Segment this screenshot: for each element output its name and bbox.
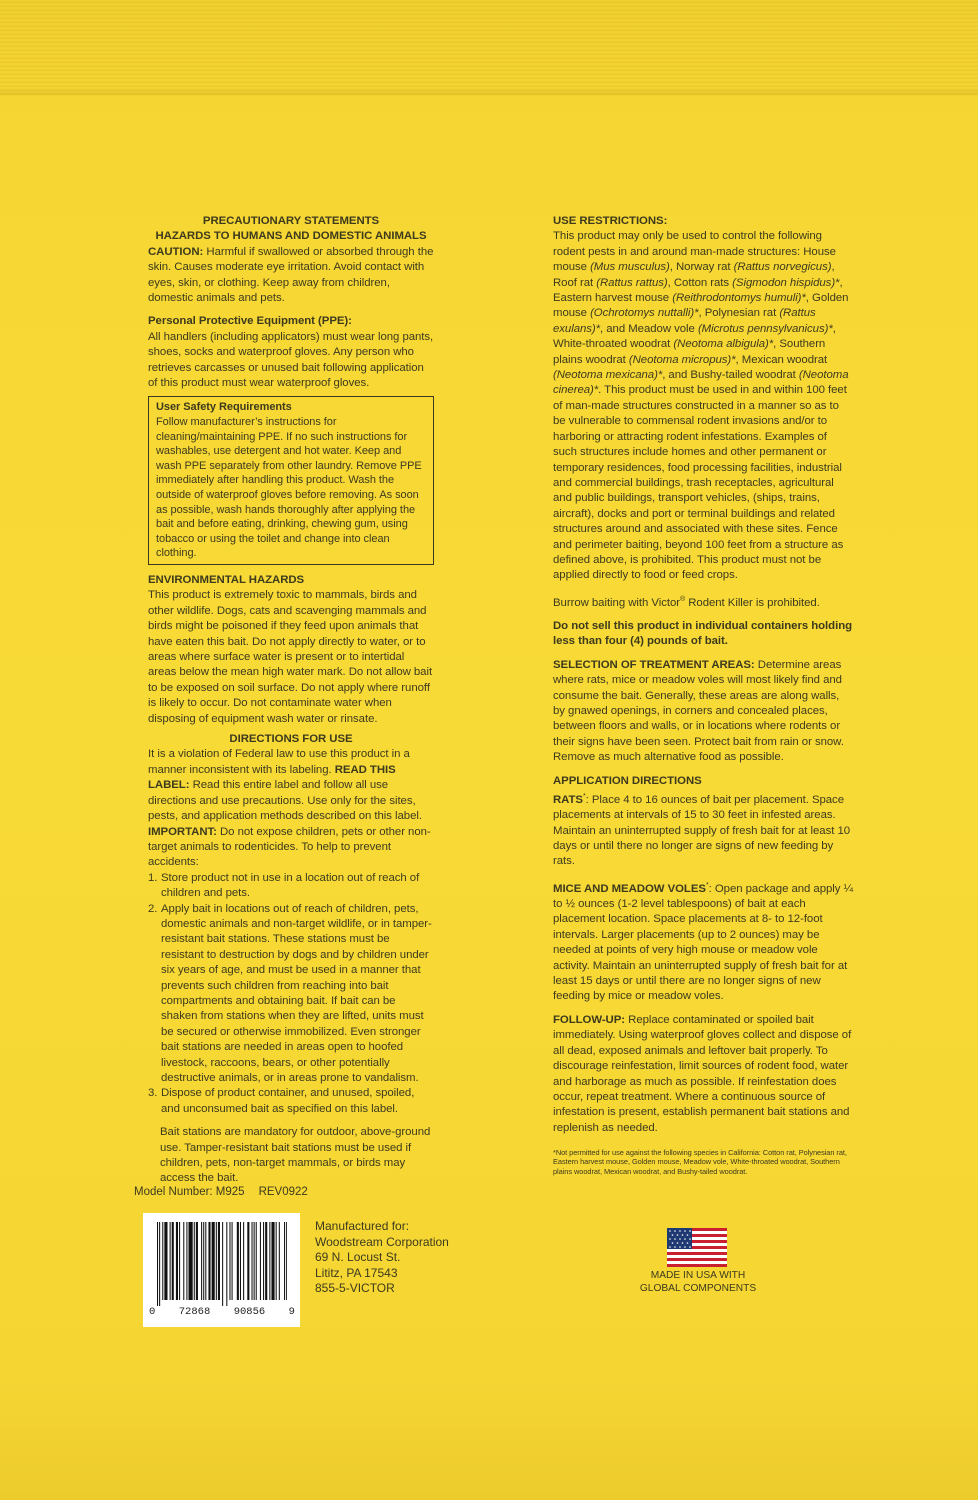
package-seal	[0, 0, 978, 95]
list-item: 3. Dispose of product container, and unused, spoiled, and unconsumed bait as specified on this label.	[148, 1087, 415, 1115]
caution-paragraph: CAUTION: Harmful if swallowed or absorbed through the skin. Causes moderate eye irritation. Avoid contact with eyes, skin, or clothing. Keep away from children, domestic animals and pets.	[148, 245, 434, 305]
california-footnote: *Not permitted for use against the following species in California: Cotton rat, Polynesian rat, Eastern harvest mouse, Golden mouse, Meadow vole, White-throated woodrat, Southern plains woodrat, Mexican woodrat, and Bushy-tailed woodrat.	[553, 1148, 847, 1176]
upc-barcode	[143, 1213, 300, 1327]
precautionary-title: PRECAUTIONARY STATEMENTS	[202, 215, 380, 227]
list-item: 2. Apply bait in locations out of reach of children, pets, domestic animals and non-target wildlife, or in tamper-resistant bait stations. These stations must be resistant to destruction by dogs and by children under six years of age, and must be used in a manner that prevents such children from reaching into bait compartments and obtaining bait. If bait can be shaken from stations when they are lifted, units must be secured or otherwise immobilized. Even stronger bait stations are needed in areas open to hoofed livestock, raccoons, bears, or other potentially destructive animals, or in areas prone to vandalism.	[148, 902, 432, 1084]
directions-title: DIRECTIONS FOR USE	[229, 733, 353, 746]
precaution-list	[148, 871, 434, 1118]
mice-paragraph: MICE AND MEADOW VOLES*: Open package and apply ¼ to ½ ounces (1-2 level tablespoons) of bait at each placement location. Space placements at 8- to 12-foot intervals. Larger placements (up to 2 ounces) may be needed at points of very high mouse or meadow vole activity. Maintain an uninterrupted supply of fresh bait for at least 15 days or until there are no longer signs of new feeding by mice or meadow voles.	[553, 881, 853, 1003]
barcode-digits: 0 72868 90856 9	[149, 1306, 295, 1318]
application-title: APPLICATION DIRECTIONS	[553, 774, 702, 787]
do-not-sell-text: Do not sell this product in individual containers holding less than four (4) pounds of bait.	[553, 619, 853, 648]
followup-paragraph: FOLLOW-UP: Replace contaminated or spoiled bait immediately. Using waterproof gloves collect and dispose of all dead, exposed animals and leftover bait properly. To discourage reinfestation, limit sources of rodent food, water and harborage as much as possible. If reinfestation does occur, repeat treatment. Where a continuous source of infestation is present, establish permanent bait stations and replenish as needed.	[553, 1013, 852, 1134]
rats-paragraph: RATS*: Place 4 to 16 ounces of bait per placement. Space placements at intervals of 15 to 30 feet in infested areas. Maintain an uninterrupted supply of fresh bait for at least 10 days or until there no longer are signs of new feeding by rats.	[553, 793, 851, 868]
model-number: Model Number: M925 REV0922	[134, 1186, 308, 1198]
environmental-text: This product is extremely toxic to mammals, birds and other wildlife. Dogs, cats and scavenging mammals and birds might be poisoned if they feed upon animals that have eaten this bait. Do not apply directly to water, or to areas where surface water is present or to intertidal areas below the mean high water mark. Do not allow bait to be exposed on soil surface. Do not apply where runoff is likely to occur. Do not contaminate water when disposing of equipment wash water or rinsate.	[148, 589, 433, 725]
use-restrictions-text: This product may only be used to control the following rodent pests in and around man-made structures: House mouse (Mus musculus), Norway rat (Rattus norvegicus), Roof rat (Rattus rattus), Cotton rats (Sigmodon hispidus)*, Eastern harvest mouse (Reithrodontomys humuli)*, Golden mouse (Ochrotomys nuttalli)*, Polynesian rat (Rattus exulans)*, and Meadow vole (Microtus pennsylvanicus)*, White-throated woodrat (Neotoma albigula)*, Southern plains woodrat (Neotoma micropus)*, Mexican woodrat (Neotoma mexicana)*, and Bushy-tailed woodrat (Neotoma cinerea)*. This product must be used in and within 100 feet of man-made structures constructed in a manner so as to be vulnerable to commensal rodent invasions and/or to harboring or attracting rodent infestations. Examples of such structures include homes and other permanent or temporary residences, food processing facilities, industrial and commercial buildings, trash receptacles, agricultural and public buildings, transport vehicles, (ships, trains, aircraft), docks and port or terminal buildings and related structures around and associated with these sites. Fence and perimeter baiting, beyond 100 feet from a structure as defined above, is prohibited. This product must not be applied directly to food or feed crops.	[553, 230, 849, 582]
user-safety-text: Follow manufacturer’s instructions for cleaning/maintaining PPE. If no such instructions for washables, use detergent and hot water. Keep and wash PPE separately from other laundry. Remove PPE immediately after handling this product. Wash the outside of waterproof gloves before removing. As soon as possible, wash hands thoroughly after applying the bait and before eating, drinking, chewing gum, using tobacco or using the toilet and change into clean clothing.	[156, 416, 422, 560]
revision-code: REV0922	[258, 1186, 308, 1198]
user-safety-box	[148, 396, 434, 565]
directions-paragraph: It is a violation of Federal law to use this product in a manner inconsistent with its labeling. READ THIS LABEL: Read this entire label and follow all use directions and use precautions. Use only for the sites, pests, and application methods described on this label.	[148, 748, 422, 823]
ppe-title: Personal Protective Equipment (PPE):	[148, 315, 352, 328]
made-in-usa-label: MADE IN USA WITH GLOBAL COMPONENTS	[639, 1270, 757, 1294]
hazards-title: HAZARDS TO HUMANS AND DOMESTIC ANIMALS	[155, 230, 427, 243]
use-restrictions-title: USE RESTRICTIONS:	[553, 215, 668, 227]
selection-paragraph: SELECTION OF TREATMENT AREAS: Determine areas where rats, mice or meadow voles will most likely find and consume the bait. Generally, these areas are along walls, by gnawed openings, in corners and concealed places, between floors and walls, or in locations where rodents or their signs have been seen. Protect bait from rain or snow. Remove as much alternative food as possible.	[553, 658, 844, 764]
ppe-text: All handlers (including applicators) must wear long pants, shoes, socks and waterproof gloves. Any person who retrieves carcasses or unused bait following application of this product must wear waterproof gloves.	[148, 330, 434, 390]
barcode-bars	[157, 1222, 287, 1306]
left-column	[148, 214, 434, 1187]
manufacturer-address: Manufactured for: Woodstream Corporation 69 N. Locust St. Lititz, PA 17543 855-5-VICTOR	[315, 1219, 449, 1296]
list-item: 1. Store product not in use in a location out of reach of children and pets.	[148, 871, 420, 900]
important-paragraph: IMPORTANT: Do not expose children, pets or other non-target animals to rodenticides. To help to prevent accidents:	[148, 825, 431, 869]
bait-stations-text: Bait stations are mandatory for outdoor, above-ground use. Tamper-resistant bait stations must be used if children, pets, non-target mammals, or birds may access the bait.	[160, 1126, 431, 1185]
environmental-title: ENVIRONMENTAL HAZARDS	[148, 574, 305, 586]
caution-label: CAUTION:	[148, 245, 204, 258]
right-column	[553, 214, 853, 1176]
user-safety-title: User Safety Requirements	[156, 401, 292, 414]
us-flag-icon	[667, 1228, 727, 1267]
burrow-baiting-text: Burrow baiting with Victor® Rodent Killer is prohibited.	[553, 595, 820, 609]
